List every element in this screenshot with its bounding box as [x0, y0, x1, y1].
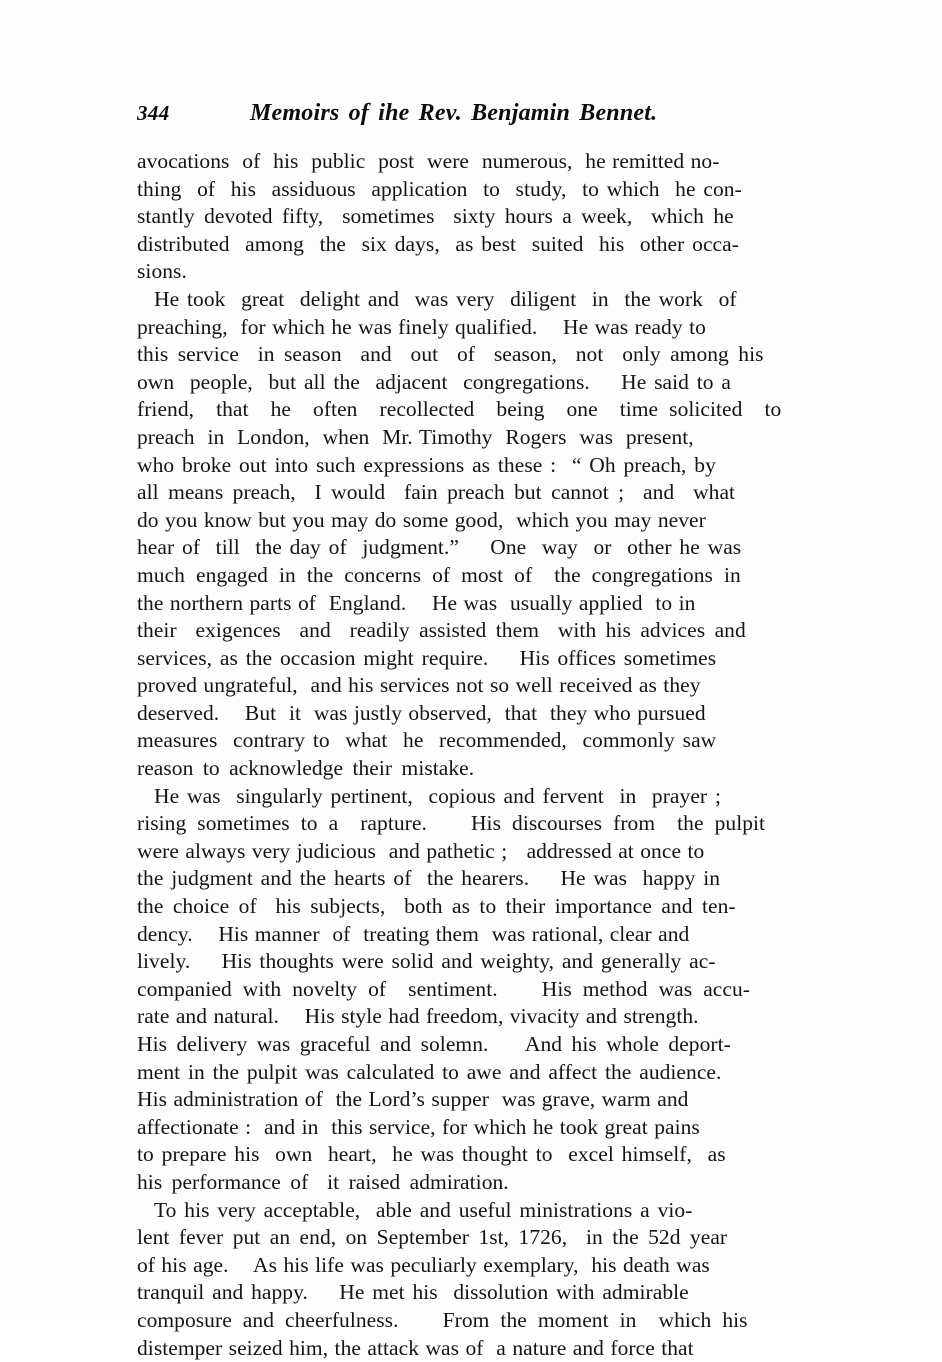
text-line: distemper seized him, the attack was of a nature and force that: [137, 1335, 694, 1360]
text-line: companied with novelty of sentiment. His method was accu-: [137, 976, 750, 1001]
running-title: Memoirs of ihe Rev. Benjamin Bennet.: [250, 100, 658, 126]
text-line: were always very judicious and pathetic ; addressed at once to: [137, 838, 705, 863]
text-line: distributed among the six days, as best suited his other occa-: [137, 231, 739, 256]
text-line: the judgment and the hearts of the hearers. He was happy in: [137, 866, 721, 891]
text-line: reason to acknowledge their mistake.: [137, 756, 475, 781]
text-line: his performance of it raised admiration.: [137, 1169, 509, 1194]
text-line: friend, that he often recollected being one time solicited to: [137, 397, 782, 422]
paragraph: [137, 1197, 820, 1362]
text-line: He took great delight and was very diligent in the work of: [154, 286, 737, 311]
running-head: [137, 100, 818, 134]
text-line: do you know but you may do some good, which you may never: [137, 507, 706, 532]
text-line: preaching, for which he was finely qualified. He was ready to: [137, 314, 706, 339]
text-line: thing of his assiduous application to study, to which he con-: [137, 176, 742, 201]
text-line: own people, but all the adjacent congregations. He said to a: [137, 369, 732, 394]
text-line: rate and natural. His style had freedom, vivacity and strength.: [137, 1004, 699, 1029]
text-line: avocations of his public post were numerous, he remitted no-: [137, 149, 720, 173]
text-line: this service in season and out of season, not only among his: [137, 342, 764, 367]
paragraph: [137, 148, 820, 286]
text-line: tranquil and happy. He met his dissolution with admirable: [137, 1280, 689, 1305]
text-line: stantly devoted fifty, sometimes sixty hours a week, which he: [137, 204, 734, 229]
text-line: dency. His manner of treating them was rational, clear and: [137, 921, 690, 946]
text-line: lent fever put an end, on September 1st, 1726, in the 52d year: [137, 1225, 728, 1250]
text-line: of his age. As his life was peculiarly exemplary, his death was: [137, 1252, 710, 1277]
text-line: measures contrary to what he recommended, commonly saw: [137, 728, 717, 753]
body-text-block: [137, 148, 820, 1362]
text-line: composure and cheerfulness. From the moment in which his: [137, 1307, 748, 1332]
text-line: their exigences and readily assisted them with his advices and: [137, 618, 746, 643]
text-line: much engaged in the concerns of most of the congregations in: [137, 562, 741, 587]
text-line: To his very acceptable, able and useful ministrations a vio-: [154, 1197, 693, 1222]
text-line: lively. His thoughts were solid and weighty, and generally ac-: [137, 949, 716, 974]
text-line: He was singularly pertinent, copious and fervent in prayer ;: [154, 783, 721, 808]
text-line: rising sometimes to a rapture. His discourses from the pulpit: [137, 811, 766, 836]
text-line: hear of till the day of judgment.” One way or other he was: [137, 535, 742, 560]
text-line: affectionate : and in this service, for which he took great pains: [137, 1114, 700, 1139]
text-line: His administration of the Lord’s supper was grave, warm and: [137, 1087, 689, 1112]
text-line: all means preach, I would fain preach but cannot ; and what: [137, 480, 736, 505]
text-line: ment in the pulpit was calculated to awe and affect the audience.: [137, 1059, 722, 1084]
text-line: the northern parts of England. He was usually applied to in: [137, 590, 696, 615]
text-line: proved ungrateful, and his services not so well received as they: [137, 673, 701, 698]
text-line: sions.: [137, 259, 187, 284]
text-line: the choice of his subjects, both as to their importance and ten-: [137, 894, 736, 919]
text-line: to prepare his own heart, he was thought to excel himself, as: [137, 1142, 726, 1167]
page-number: 344: [137, 101, 170, 125]
text-line: preach in London, when Mr. Timothy Rogers was present,: [137, 424, 694, 449]
text-line: deserved. But it was justly observed, that they who pursued: [137, 700, 706, 725]
text-line: who broke out into such expressions as these : “ Oh preach, by: [137, 452, 716, 477]
text-line: services, as the occasion might require. His offices sometimes: [137, 645, 717, 670]
paragraph: [137, 286, 820, 783]
text-line: His delivery was graceful and solemn. And his whole deport-: [137, 1032, 731, 1056]
paragraph: [137, 783, 820, 1197]
